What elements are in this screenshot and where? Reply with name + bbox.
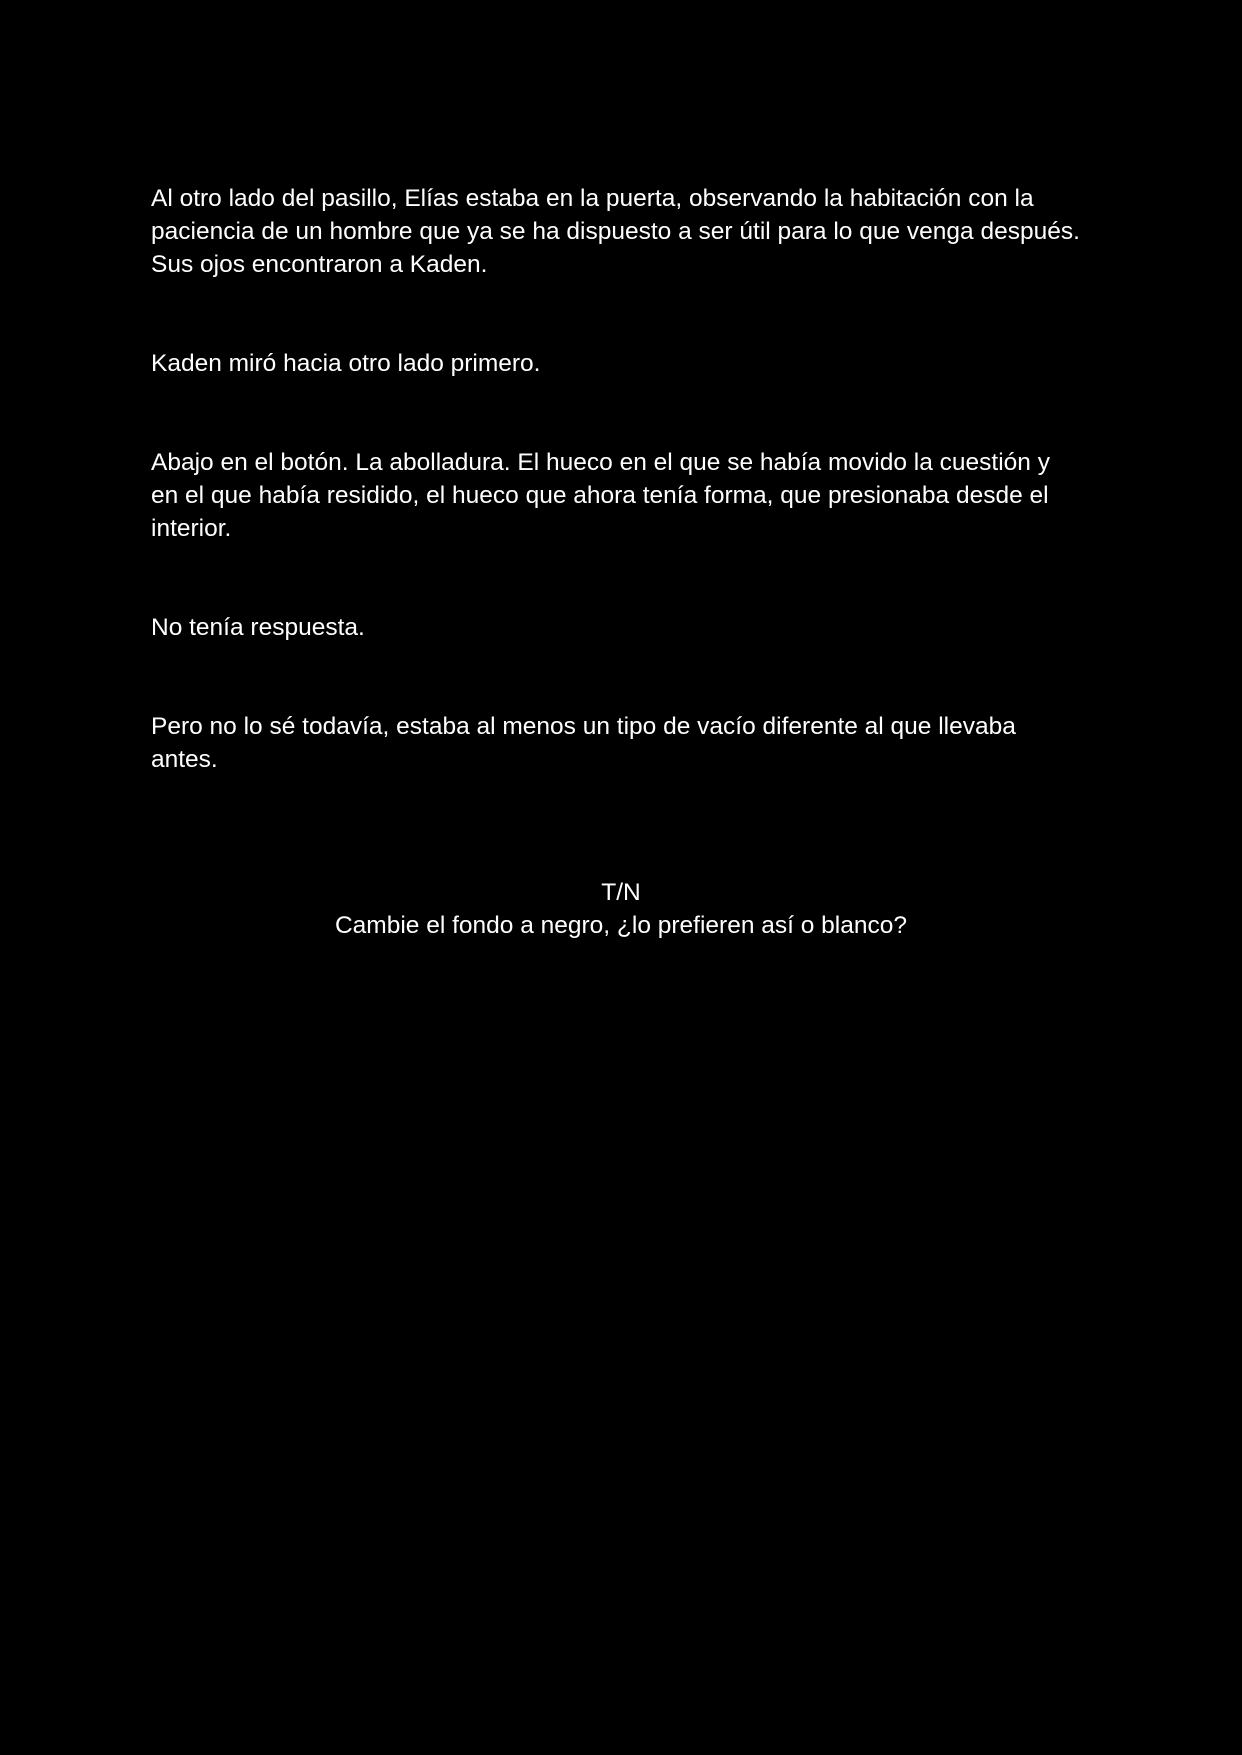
translator-note	[0, 876, 1242, 942]
paragraph-2: Kaden miró hacia otro lado primero.	[151, 350, 541, 377]
paragraph-1: Al otro lado del pasillo, Elías estaba en la puerta, observando la habitación con la paciencia de un hombre que ya se ha dispuesto a ser útil para lo que venga después. Sus ojos encontraron a Kaden.	[151, 185, 1080, 278]
translator-note-text: Cambie el fondo a negro, ¿lo prefieren así o blanco?	[334, 912, 908, 939]
paragraph-4: No tenía respuesta.	[151, 614, 365, 641]
translator-note-heading: T/N	[601, 879, 641, 906]
document-body	[151, 182, 1081, 776]
paragraph-3: Abajo en el botón. La abolladura. El hueco en el que se había movido la cuestión y en el que había residido, el hueco que ahora tenía forma, que presionaba desde el interior.	[151, 449, 1050, 542]
paragraph-5: Pero no lo sé todavía, estaba al menos un tipo de vacío diferente al que llevaba antes.	[151, 713, 1016, 773]
